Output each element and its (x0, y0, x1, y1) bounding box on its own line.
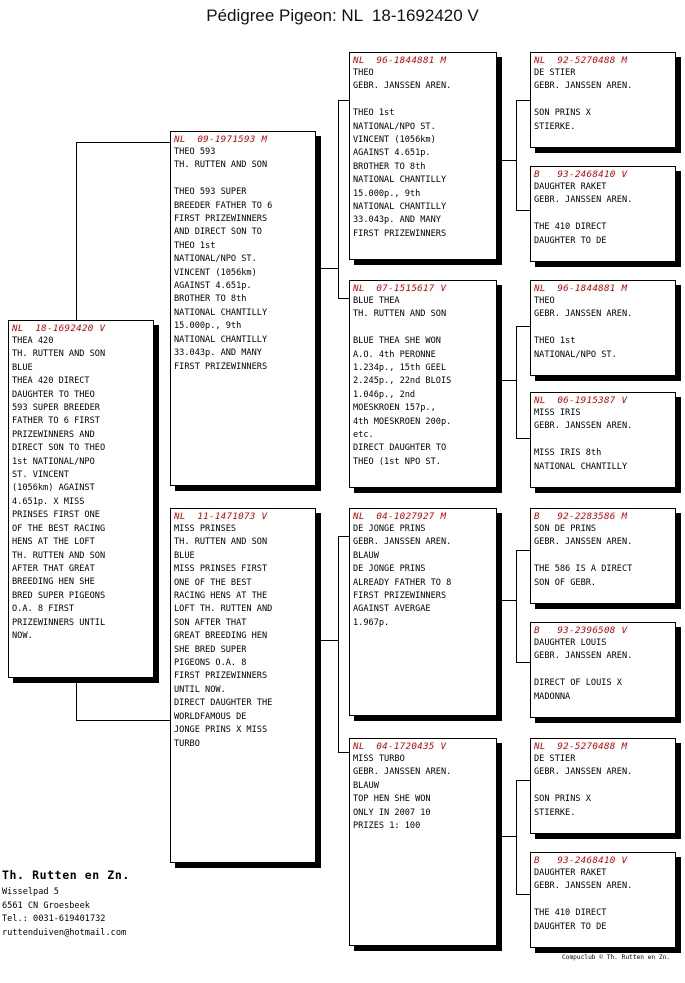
connector (338, 536, 339, 752)
connector (516, 100, 530, 101)
ring-number: NL 07-1515617 V (353, 283, 447, 294)
pigeon-details: MISS IRIS GEBR. JANSSEN AREN. MISS IRIS 8th NATIONAL CHANTILLY (534, 408, 633, 472)
ring-number: NL 92-5270488 M (534, 741, 628, 752)
pigeon-details: DAUGHTER RAKET GEBR. JANSSEN AREN. THE 410 DIRECT DAUGHTER TO DE (534, 868, 633, 932)
ring-number: NL 09-1971593 M (174, 134, 268, 145)
pigeon-details: MISS PRINSES TH. RUTTEN AND SON BLUE MISS PRINSES FIRST ONE OF THE BEST RACING HENS AT THE LOFT TH. RUTTEN AND SON AFTER THAT GREAT BREEDING HEN SHE BRED SUPER PIGEONS O.A. 8 FIRST PRIZEWINNERS UNTIL NOW. DIRECT DAUGHTER THE WORLDFAMOUS DE JONGE PRINS X MISS TURBO (174, 524, 273, 749)
pigeon-details: THEO 593 TH. RUTTEN AND SON THEO 593 SUPER BREEDER FATHER TO 6 FIRST PRIZEWINNERS AND DIRECT SON TO THEO 1st NATIONAL/NPO ST. VINCENT (1056km) AGAINST 4.651p. BROTHER TO 8th NATIONAL CHANTILLY 15.000p., 9th NATIONAL CHANTILLY 33.043p. AND MANY FIRST PRIZEWINNERS (174, 147, 273, 372)
connector (516, 780, 517, 894)
ring-number: NL 06-1915387 V (534, 395, 628, 406)
pigeon-details: BLUE THEA TH. RUTTEN AND SON BLUE THEA SHE WON A.O. 4th PERONNE 1.234p., 15th GEEL 2.245p., 22nd BLOIS 1.046p., 2nd MOESKROEN 157p., 4th MOESKROEN 200p. etc. DIRECT DAUGHTER TO THEO (1st NPO ST. (353, 296, 452, 467)
connector (516, 550, 517, 662)
pigeon-details: THEA 420 TH. RUTTEN AND SON BLUE THEA 420 DIRECT DAUGHTER TO THEO 593 SUPER BREEDER FATHER TO 6 FIRST PRIZEWINNERS AND DIRECT SON TO THEO 1st NATIONAL/NPO ST. VINCENT (1056km) AGAINST 4.651p. X MISS PRINSES FIRST ONE OF THE BEST RACING HENS AT THE LOFT TH. RUTTEN AND SON AFTER THAT GREAT BREEDING HEN SHE BRED SUPER PIGEONS O.A. 8 FIRST PRIZEWINNERS UNTIL NOW. (12, 336, 106, 641)
ring-number: NL 04-1720435 V (353, 741, 447, 752)
page-title: Pédigree Pigeon: NL 18-1692420 V (206, 6, 479, 25)
pigeon-card-sss[interactable] (530, 52, 676, 148)
pigeon-card-ssd[interactable] (530, 166, 676, 262)
pigeon-card-sds[interactable] (530, 280, 676, 376)
connector (500, 600, 516, 601)
connector (76, 142, 172, 143)
ring-number: NL 18-1692420 V (12, 323, 106, 334)
connector (500, 836, 516, 837)
pigeon-card-subject[interactable] (8, 320, 154, 678)
connector (516, 894, 530, 895)
breeder-name: Th. Rutten en Zn. (2, 868, 130, 882)
connector (316, 640, 338, 641)
connector (500, 160, 516, 161)
connector (500, 380, 516, 381)
pigeon-details: DE STIER GEBR. JANSSEN AREN. SON PRINS X STIERKE. (534, 754, 633, 818)
pigeon-card-dss[interactable] (530, 508, 676, 604)
pigeon-card-dam-sire[interactable] (349, 508, 497, 716)
connector (76, 720, 172, 721)
breeder-info (2, 868, 130, 940)
pigeon-card-dsd[interactable] (530, 622, 676, 718)
ring-number: B 93-2468410 V (534, 855, 628, 866)
ring-number: NL 04-1027927 M (353, 511, 447, 522)
connector (516, 326, 530, 327)
breeder-address: Wisselpad 5 (2, 887, 59, 897)
connector (516, 438, 530, 439)
connector (516, 780, 530, 781)
pigeon-details: DAUGHTER LOUIS GEBR. JANSSEN AREN. DIRECT OF LOUIS X MADONNA (534, 638, 633, 702)
ring-number: NL 96-1844881 M (534, 283, 628, 294)
ring-number: NL 92-5270488 M (534, 55, 628, 66)
pigeon-card-dds[interactable] (530, 738, 676, 834)
pigeon-details: DAUGHTER RAKET GEBR. JANSSEN AREN. THE 410 DIRECT DAUGHTER TO DE (534, 182, 633, 246)
ring-number: B 93-2468410 V (534, 169, 628, 180)
breeder-phone: Tel.: 0031-619401732 (2, 914, 106, 925)
connector (516, 210, 530, 211)
pigeon-card-sdd[interactable] (530, 392, 676, 488)
connector (516, 100, 517, 210)
pigeon-details: THEO GEBR. JANSSEN AREN. THEO 1st NATIONAL/NPO ST. VINCENT (1056km) AGAINST 4.651p. BROTHER TO 8th NATIONAL CHANTILLY 15.000p., 9th NATIONAL CHANTILLY 33.043p. AND MANY FIRST PRIZEWINNERS (353, 68, 452, 239)
ring-number: B 92-2283586 M (534, 511, 628, 522)
pigeon-card-sire-dam[interactable] (349, 280, 497, 488)
pigeon-details: SON DE PRINS GEBR. JANSSEN AREN. THE 586 IS A DIRECT SON OF GEBR. (534, 524, 633, 588)
connector (516, 662, 530, 663)
pigeon-details: DE STIER GEBR. JANSSEN AREN. SON PRINS X STIERKE. (534, 68, 633, 132)
pigeon-card-dam-dam[interactable] (349, 738, 497, 946)
ring-number: B 93-2396508 V (534, 625, 628, 636)
connector (316, 268, 338, 269)
ring-number: NL 11-1471073 V (174, 511, 268, 522)
breeder-email[interactable]: ruttenduiven@hotmail.com (2, 927, 127, 938)
ring-number: NL 96-1844881 M (353, 55, 447, 66)
connector (516, 550, 530, 551)
connector (516, 326, 517, 438)
pigeon-details: MISS TURBO GEBR. JANSSEN AREN. BLAUW TOP HEN SHE WON ONLY IN 2007 10 PRIZES 1: 100 (353, 754, 452, 832)
pigeon-card-dam[interactable] (170, 508, 316, 863)
breeder-city: 6561 CN Groesbeek (2, 900, 90, 911)
footer-credit: Compuclub © Th. Rutten en Zn. (562, 954, 671, 961)
pigeon-card-ddd[interactable] (530, 852, 676, 948)
pigeon-card-sire[interactable] (170, 131, 316, 486)
connector (338, 100, 339, 298)
pigeon-details: DE JONGE PRINS GEBR. JANSSEN AREN. BLAUW DE JONGE PRINS ALREADY FATHER TO 8 FIRST PRIZEWINNERS AGAINST AVERGAE 1.967p. (353, 524, 452, 628)
pigeon-card-sire-sire[interactable] (349, 52, 497, 260)
pigeon-details: THEO GEBR. JANSSEN AREN. THEO 1st NATIONAL/NPO ST. (534, 296, 633, 360)
